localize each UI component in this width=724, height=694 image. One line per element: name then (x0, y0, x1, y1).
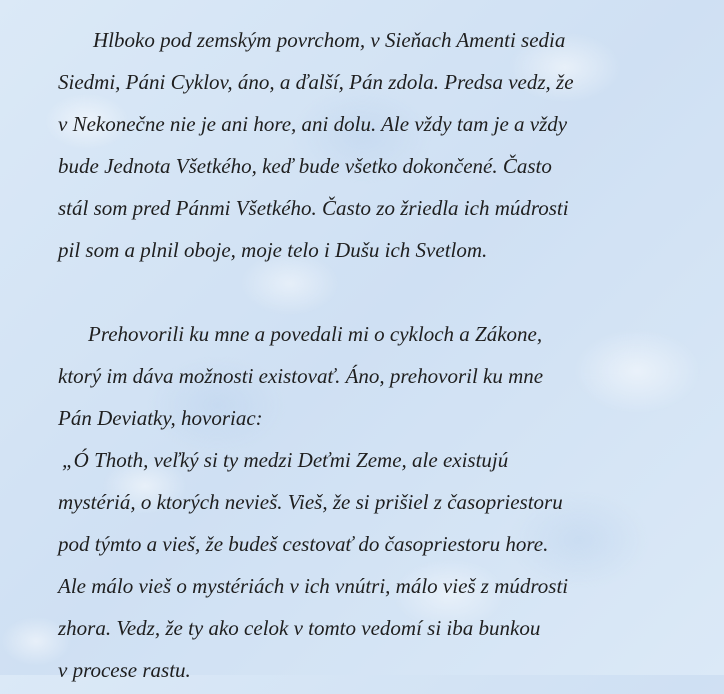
quote-line: „Ó Thoth, veľký si ty medzi Deťmi Zeme, ale existujú (62, 448, 509, 472)
text-line: pil som a plnil oboje, moje telo i Dušu ich Svetlom. (58, 238, 488, 262)
text-line: bude Jednota Všetkého, keď bude všetko dokončené. Často (58, 154, 552, 178)
text-line: Pán Deviatky, hovoriac: (58, 406, 263, 430)
text-line: Ale málo vieš o mystériách v ich vnútri, málo vieš z múdrosti (58, 574, 569, 598)
text-line: mystériá, o ktorých nevieš. Vieš, že si prišiel z časopriestoru (58, 490, 563, 514)
text-line: ktorý im dáva možnosti existovať. Áno, prehovoril ku mne (58, 364, 544, 388)
text-line: zhora. Vedz, že ty ako celok v tomto vedomí si iba bunkou (58, 616, 541, 640)
text-line: Hlboko pod zemským povrchom, v Sieňach Amenti sedia (93, 28, 566, 52)
paragraph-1 (58, 22, 698, 274)
text-line: pod týmto a vieš, že budeš cestovať do časopriestoru hore. (58, 532, 549, 556)
document-page (58, 22, 698, 694)
text-line: v procese rastu. (58, 658, 191, 682)
text-line: Prehovorili ku mne a povedali mi o cykloch a Zákone, (88, 322, 543, 346)
text-line: Siedmi, Páni Cyklov, áno, a ďalší, Pán zdola. Predsa vedz, že (58, 70, 574, 94)
text-line: v Nekonečne nie je ani hore, ani dolu. Ale vždy tam je a vždy (58, 112, 568, 136)
text-line: stál som pred Pánmi Všetkého. Často zo žriedla ich múdrosti (58, 196, 569, 220)
paragraph-2 (58, 316, 698, 694)
paragraph-spacer (58, 274, 698, 316)
